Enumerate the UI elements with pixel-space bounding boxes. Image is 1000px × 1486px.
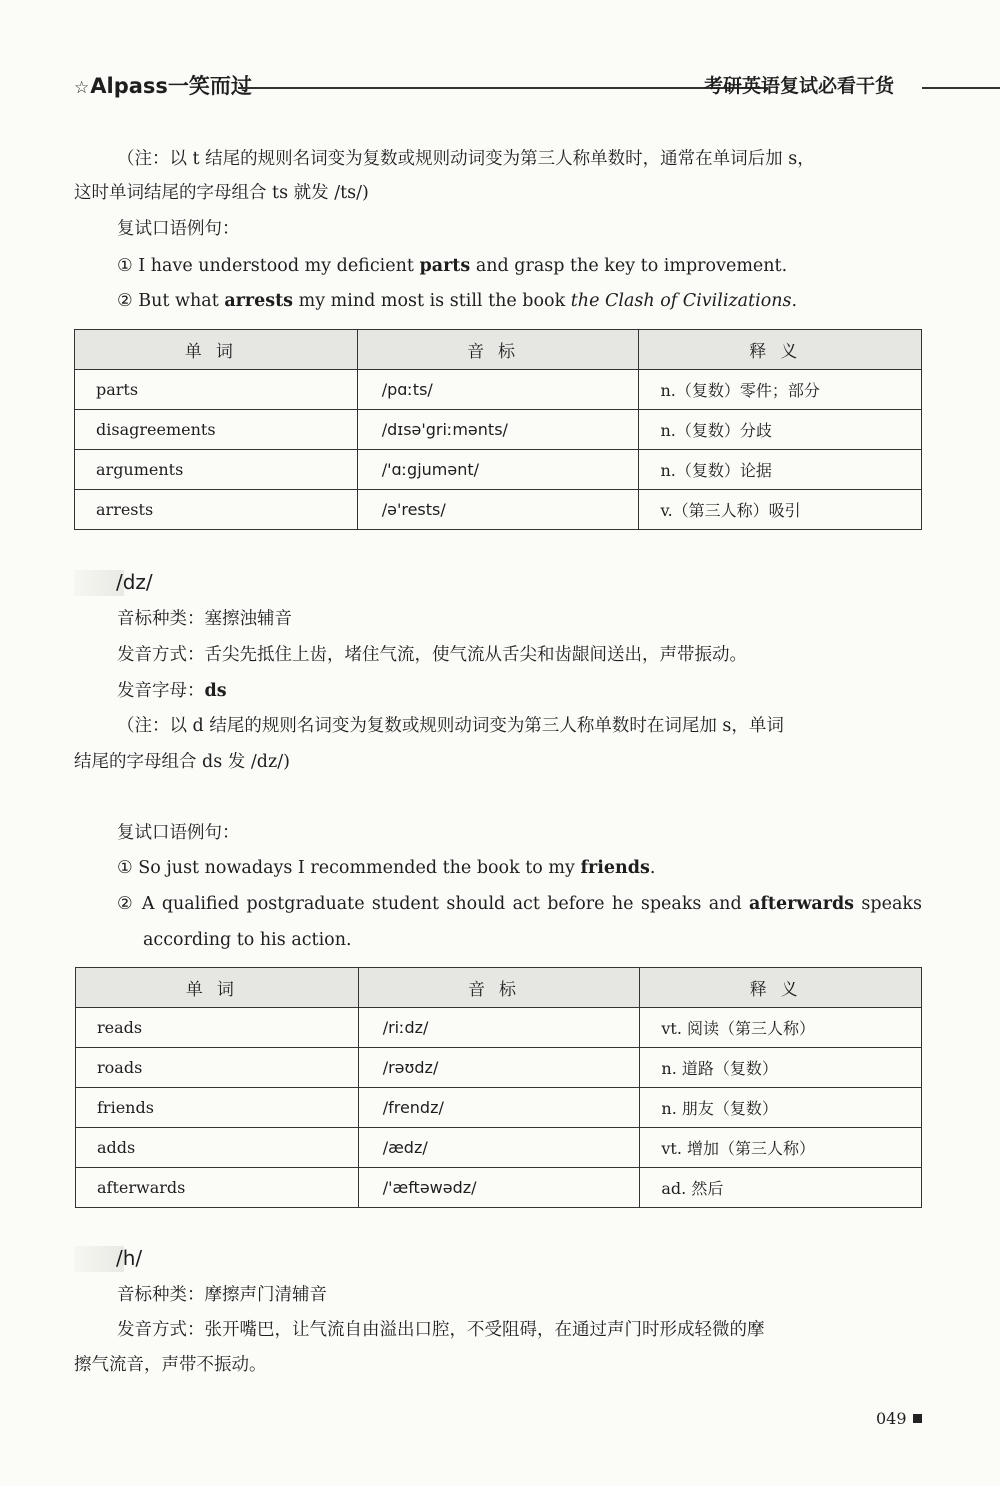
- running-header: [74, 70, 1000, 104]
- ts-example-2: [117, 289, 797, 313]
- example-keyword: afterwards: [749, 894, 855, 914]
- example-text: speaks: [861, 894, 922, 914]
- header-word: 单词: [75, 330, 358, 370]
- header-meaning: 释义: [639, 330, 922, 370]
- meaning-cell: v.（第三人称）吸引: [639, 490, 922, 530]
- table-row: [76, 1128, 922, 1168]
- example-number: ①: [117, 256, 133, 276]
- meaning-cell: n.（复数）零件；部分: [639, 370, 922, 410]
- label: 音标种类：: [117, 609, 205, 629]
- page-number-text: 049: [876, 1409, 907, 1428]
- example-text: So just nowadays I recommended the book to my: [138, 858, 575, 878]
- example-keyword: friends: [580, 858, 650, 878]
- phonetic-cell: /dɪsə'griːmənts/: [357, 410, 639, 450]
- value: 塞擦浊辅音: [204, 609, 292, 629]
- dz-note-line2: 结尾的字母组合 ds 发 /dz/): [74, 752, 290, 772]
- phonetic-cell: /frendz/: [358, 1088, 640, 1128]
- ts-example-1: [117, 254, 787, 278]
- value: ds: [204, 681, 227, 701]
- value: 舌尖先抵住上齿，堵住气流，使气流从舌尖和齿龈间送出，声带振动。: [204, 645, 747, 665]
- star-icon: ☆: [74, 78, 90, 98]
- meaning-cell: n.（复数）论据: [639, 450, 922, 490]
- h-type: [117, 1283, 327, 1307]
- table-row: [75, 410, 922, 450]
- ts-note-line2: 这时单词结尾的字母组合 ts 就发 /ts/): [74, 183, 369, 203]
- example-text: .: [649, 858, 656, 878]
- dz-example-2: [117, 892, 922, 916]
- ts-note-line1: （注：以 t 结尾的规则名词变为复数或规则动词变为第三人称单数时，通常在单词后加 s，: [117, 149, 815, 169]
- phonetic-cell: /'æftəwədz/: [358, 1168, 640, 1208]
- table-row: [75, 490, 922, 530]
- dz-word-table: [75, 967, 922, 1208]
- h-method-line2: 擦气流音，声带不振动。: [74, 1355, 267, 1375]
- example-number: ②: [117, 291, 133, 311]
- word-cell: arrests: [75, 490, 358, 530]
- phonetic-cell: /'ɑːgjumənt/: [357, 450, 639, 490]
- table-row: [76, 1168, 922, 1208]
- ts-examples-title: 复试口语例句：: [117, 219, 240, 239]
- meaning-cell: n. 道路（复数）: [640, 1048, 922, 1088]
- dz-letters: [117, 679, 227, 703]
- table-header-row: [76, 968, 922, 1008]
- word-cell: disagreements: [75, 410, 358, 450]
- example-number: ②: [117, 894, 135, 914]
- h-symbol: /h/: [116, 1246, 143, 1270]
- example-number: ①: [117, 858, 133, 878]
- label: 发音方式：: [117, 1320, 205, 1340]
- meaning-cell: vt. 阅读（第三人称）: [640, 1008, 922, 1048]
- example-text: A qualified postgraduate student should act before he speaks and: [141, 894, 742, 914]
- dz-example-1: [117, 856, 655, 880]
- table-header-row: [75, 330, 922, 370]
- phonetic-cell: /riːdz/: [358, 1008, 640, 1048]
- phonetic-cell: /ædz/: [358, 1128, 640, 1168]
- example-keyword: parts: [419, 256, 471, 276]
- example-book-title: the Clash of Civilizations: [570, 291, 792, 311]
- brand-text: Alpass一笑而过: [90, 74, 252, 98]
- word-cell: friends: [76, 1088, 359, 1128]
- header-meaning: 释义: [640, 968, 922, 1008]
- label: 发音方式：: [117, 645, 205, 665]
- example-text: .: [791, 291, 798, 311]
- word-cell: adds: [76, 1128, 359, 1168]
- example-keyword: arrests: [224, 291, 294, 311]
- value: 张开嘴巴，让气流自由溢出口腔，不受阻碍，在通过声门时形成轻微的摩: [204, 1320, 765, 1340]
- header-rule-left: [238, 87, 768, 89]
- brand-logo: [74, 70, 252, 100]
- table-row: [76, 1008, 922, 1048]
- h-method-line1: [117, 1318, 765, 1342]
- example-text: and grasp the key to improvement.: [475, 256, 788, 276]
- phonetic-cell: /pɑːts/: [357, 370, 639, 410]
- dz-symbol: /dz/: [116, 570, 153, 594]
- word-cell: reads: [76, 1008, 359, 1048]
- table-row: [76, 1088, 922, 1128]
- word-cell: arguments: [75, 450, 358, 490]
- label: 发音字母：: [117, 681, 205, 701]
- label: 音标种类：: [117, 1285, 205, 1305]
- table-row: [75, 370, 922, 410]
- table-row: [76, 1048, 922, 1088]
- example-text: my mind most is still the book: [298, 291, 566, 311]
- dz-example-2-line2: according to his action.: [143, 930, 352, 950]
- meaning-cell: ad. 然后: [640, 1168, 922, 1208]
- meaning-cell: vt. 增加（第三人称）: [640, 1128, 922, 1168]
- dz-type: [117, 607, 292, 631]
- header-phonetic: 音标: [358, 968, 640, 1008]
- word-cell: parts: [75, 370, 358, 410]
- page-number: [876, 1409, 922, 1428]
- example-text: But what: [138, 291, 219, 311]
- header-phonetic: 音标: [357, 330, 639, 370]
- word-cell: afterwards: [76, 1168, 359, 1208]
- meaning-cell: n.（复数）分歧: [639, 410, 922, 450]
- dz-note-line1: （注：以 d 结尾的规则名词变为复数或规则动词变为第三人称单数时在词尾加 s，单词: [117, 716, 784, 736]
- example-text: I have understood my deficient: [138, 256, 414, 276]
- header-rule-right: [922, 87, 1000, 89]
- value: 摩擦声门清辅音: [204, 1285, 327, 1305]
- header-title: 考研英语复试必看干货: [704, 75, 895, 97]
- header-word: 单词: [76, 968, 359, 1008]
- table-row: [75, 450, 922, 490]
- meaning-cell: n. 朋友（复数）: [640, 1088, 922, 1128]
- ts-word-table: [74, 329, 922, 530]
- dz-method: [117, 643, 747, 667]
- square-bullet-icon: [913, 1414, 922, 1423]
- phonetic-cell: /rəʊdz/: [358, 1048, 640, 1088]
- phonetic-cell: /ə'rests/: [357, 490, 639, 530]
- dz-examples-title: 复试口语例句：: [117, 823, 240, 843]
- word-cell: roads: [76, 1048, 359, 1088]
